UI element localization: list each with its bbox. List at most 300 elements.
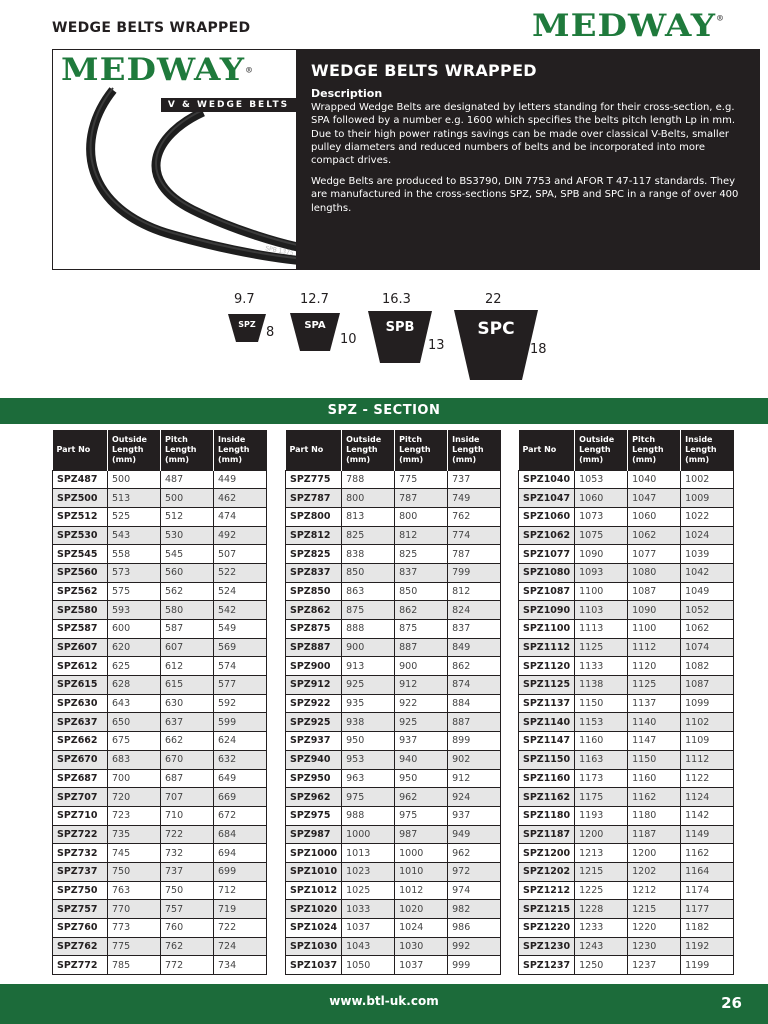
- length-cell: 1122: [681, 769, 734, 788]
- length-cell: 1125: [628, 676, 681, 695]
- length-cell: 1177: [681, 900, 734, 919]
- length-cell: 569: [214, 638, 267, 657]
- length-cell: 925: [342, 676, 395, 695]
- length-cell: 912: [395, 676, 448, 695]
- part-number-cell: SPZ1180: [519, 806, 575, 825]
- footer-url[interactable]: www.btl-uk.com: [329, 994, 439, 1008]
- length-cell: 600: [108, 620, 161, 639]
- column-header: Pitch Length (mm): [395, 430, 448, 470]
- table-row: [286, 919, 501, 938]
- column-header: Inside Length (mm): [681, 430, 734, 470]
- length-cell: 1125: [575, 638, 628, 657]
- table-row: [53, 956, 267, 975]
- length-cell: 1073: [575, 507, 628, 526]
- table-row: [286, 638, 501, 657]
- length-cell: 1042: [681, 563, 734, 582]
- brand-logo: [532, 8, 725, 44]
- part-number-cell: SPZ950: [286, 769, 342, 788]
- table-row: [286, 676, 501, 695]
- part-number-cell: SPZ1125: [519, 676, 575, 695]
- part-number-cell: SPZ1047: [519, 489, 575, 508]
- table-row: [286, 526, 501, 545]
- length-cell: 672: [214, 806, 267, 825]
- column-header: Inside Length (mm): [448, 430, 501, 470]
- column-header: Pitch Length (mm): [161, 430, 214, 470]
- length-cell: 812: [448, 582, 501, 601]
- part-number-cell: SPZ1060: [519, 507, 575, 526]
- part-number-cell: SPZ757: [53, 900, 108, 919]
- length-cell: 850: [342, 563, 395, 582]
- length-cell: 512: [161, 507, 214, 526]
- length-cell: 1099: [681, 694, 734, 713]
- length-cell: 813: [342, 507, 395, 526]
- length-cell: 662: [161, 732, 214, 751]
- table-row: [519, 545, 734, 564]
- length-cell: 1000: [395, 844, 448, 863]
- length-cell: 774: [448, 526, 501, 545]
- brand-logo-text: MEDWAY: [532, 8, 717, 44]
- product-image: [53, 50, 296, 269]
- length-cell: 558: [108, 545, 161, 564]
- part-number-cell: SPZ687: [53, 769, 108, 788]
- length-cell: 1109: [681, 732, 734, 751]
- length-cell: 587: [161, 620, 214, 639]
- belt-print: SPB 1375: [264, 245, 295, 257]
- length-cell: 1050: [342, 956, 395, 975]
- length-cell: 1025: [342, 881, 395, 900]
- part-number-cell: SPZ750: [53, 881, 108, 900]
- length-cell: 500: [161, 489, 214, 508]
- table-row: [286, 788, 501, 807]
- length-cell: 912: [448, 769, 501, 788]
- parts-table-2: [285, 430, 501, 975]
- part-number-cell: SPZ1020: [286, 900, 342, 919]
- table-row: [286, 956, 501, 975]
- column-header: Inside Length (mm): [214, 430, 267, 470]
- table-row: [53, 489, 267, 508]
- column-header: Part No: [286, 430, 342, 470]
- part-number-cell: SPZ912: [286, 676, 342, 695]
- table-row: [286, 601, 501, 620]
- part-number-cell: SPZ1220: [519, 919, 575, 938]
- length-cell: 734: [214, 956, 267, 975]
- length-cell: 812: [395, 526, 448, 545]
- length-cell: 1062: [628, 526, 681, 545]
- length-cell: 1193: [575, 806, 628, 825]
- table-row: [286, 900, 501, 919]
- length-cell: 749: [448, 489, 501, 508]
- table-row: [519, 582, 734, 601]
- parts-table-1: [52, 430, 267, 975]
- length-cell: 684: [214, 825, 267, 844]
- length-cell: 975: [342, 788, 395, 807]
- part-number-cell: SPZ1150: [519, 750, 575, 769]
- hero-panel: [52, 49, 760, 270]
- table-row: [53, 638, 267, 657]
- length-cell: 1053: [575, 470, 628, 489]
- length-cell: 710: [161, 806, 214, 825]
- length-cell: 924: [448, 788, 501, 807]
- spc-width: 22: [485, 292, 502, 307]
- part-number-cell: SPZ800: [286, 507, 342, 526]
- table-row: [53, 507, 267, 526]
- length-cell: 1243: [575, 937, 628, 956]
- length-cell: 775: [395, 470, 448, 489]
- length-cell: 577: [214, 676, 267, 695]
- length-cell: 875: [342, 601, 395, 620]
- part-number-cell: SPZ710: [53, 806, 108, 825]
- length-cell: 574: [214, 657, 267, 676]
- part-number-cell: SPZ612: [53, 657, 108, 676]
- table-row: [53, 676, 267, 695]
- column-header: Outside Length (mm): [342, 430, 395, 470]
- length-cell: 525: [108, 507, 161, 526]
- part-number-cell: SPZ722: [53, 825, 108, 844]
- table-row: [286, 470, 501, 489]
- length-cell: 888: [342, 620, 395, 639]
- part-number-cell: SPZ1062: [519, 526, 575, 545]
- length-cell: 935: [342, 694, 395, 713]
- length-cell: 887: [448, 713, 501, 732]
- table-row: [53, 788, 267, 807]
- length-cell: 545: [161, 545, 214, 564]
- length-cell: 874: [448, 676, 501, 695]
- length-cell: 1182: [681, 919, 734, 938]
- length-cell: 1039: [681, 545, 734, 564]
- part-number-cell: SPZ670: [53, 750, 108, 769]
- length-cell: 700: [108, 769, 161, 788]
- part-number-cell: SPZ1120: [519, 657, 575, 676]
- length-cell: 524: [214, 582, 267, 601]
- part-number-cell: SPZ1237: [519, 956, 575, 975]
- part-number-cell: SPZ812: [286, 526, 342, 545]
- part-number-cell: SPZ607: [53, 638, 108, 657]
- table-row: [286, 620, 501, 639]
- length-cell: 824: [448, 601, 501, 620]
- part-number-cell: SPZ837: [286, 563, 342, 582]
- length-cell: 1000: [342, 825, 395, 844]
- column-header: Outside Length (mm): [108, 430, 161, 470]
- length-cell: 542: [214, 601, 267, 620]
- length-cell: 1200: [628, 844, 681, 863]
- length-cell: 1060: [575, 489, 628, 508]
- length-cell: 549: [214, 620, 267, 639]
- length-cell: 1228: [575, 900, 628, 919]
- length-cell: 1200: [575, 825, 628, 844]
- part-number-cell: SPZ975: [286, 806, 342, 825]
- part-number-cell: SPZ1000: [286, 844, 342, 863]
- length-cell: 937: [395, 732, 448, 751]
- length-cell: 788: [342, 470, 395, 489]
- length-cell: 1100: [575, 582, 628, 601]
- length-cell: 675: [108, 732, 161, 751]
- part-number-cell: SPZ940: [286, 750, 342, 769]
- length-cell: 1162: [628, 788, 681, 807]
- page-header-title: WEDGE BELTS WRAPPED: [52, 20, 251, 36]
- part-number-cell: SPZ760: [53, 919, 108, 938]
- length-cell: 492: [214, 526, 267, 545]
- length-cell: 787: [448, 545, 501, 564]
- part-number-cell: SPZ1212: [519, 881, 575, 900]
- length-cell: 1173: [575, 769, 628, 788]
- part-number-cell: SPZ787: [286, 489, 342, 508]
- description-paragraph-1: Wrapped Wedge Belts are designated by letters standing for their cross-section, e.g. SPA followed by a number e.g. 1600 which specifies the belts pitch length Lp in mm. Due to their high power ratings savings can be made over classical V-Belts, smaller pulley diameters and reduced numbers of belts and be incorporated into more compact drives.: [311, 102, 736, 167]
- part-number-cell: SPZ762: [53, 937, 108, 956]
- length-cell: 1113: [575, 620, 628, 639]
- part-number-cell: SPZ962: [286, 788, 342, 807]
- part-number-cell: SPZ825: [286, 545, 342, 564]
- length-cell: 1153: [575, 713, 628, 732]
- length-cell: 862: [395, 601, 448, 620]
- length-cell: 763: [108, 881, 161, 900]
- length-cell: 637: [161, 713, 214, 732]
- length-cell: 615: [161, 676, 214, 695]
- length-cell: 1040: [628, 470, 681, 489]
- length-cell: 1112: [628, 638, 681, 657]
- length-cell: 1149: [681, 825, 734, 844]
- part-number-cell: SPZ1024: [286, 919, 342, 938]
- length-cell: 785: [108, 956, 161, 975]
- length-cell: 649: [214, 769, 267, 788]
- part-number-cell: SPZ1010: [286, 862, 342, 881]
- length-cell: 863: [342, 582, 395, 601]
- part-number-cell: SPZ862: [286, 601, 342, 620]
- part-number-cell: SPZ1137: [519, 694, 575, 713]
- length-cell: 1220: [628, 919, 681, 938]
- length-cell: 1060: [628, 507, 681, 526]
- table-row: [519, 750, 734, 769]
- spb-width: 16.3: [382, 292, 411, 307]
- part-number-cell: SPZ1012: [286, 881, 342, 900]
- part-number-cell: SPZ1030: [286, 937, 342, 956]
- length-cell: 575: [108, 582, 161, 601]
- table-row: [286, 937, 501, 956]
- length-cell: 953: [342, 750, 395, 769]
- length-cell: 573: [108, 563, 161, 582]
- length-cell: 1062: [681, 620, 734, 639]
- length-cell: 735: [108, 825, 161, 844]
- length-cell: 750: [161, 881, 214, 900]
- part-number-cell: SPZ922: [286, 694, 342, 713]
- length-cell: 1160: [575, 732, 628, 751]
- length-cell: 507: [214, 545, 267, 564]
- length-cell: 1049: [681, 582, 734, 601]
- part-number-cell: SPZ630: [53, 694, 108, 713]
- length-cell: 937: [448, 806, 501, 825]
- length-cell: 1023: [342, 862, 395, 881]
- length-cell: 724: [214, 937, 267, 956]
- length-cell: 723: [108, 806, 161, 825]
- table-row: [519, 844, 734, 863]
- length-cell: 925: [395, 713, 448, 732]
- length-cell: 624: [214, 732, 267, 751]
- part-number-cell: SPZ615: [53, 676, 108, 695]
- length-cell: 1164: [681, 862, 734, 881]
- length-cell: 707: [161, 788, 214, 807]
- length-cell: 1022: [681, 507, 734, 526]
- column-header: Part No: [53, 430, 108, 470]
- part-number-cell: SPZ1200: [519, 844, 575, 863]
- spa-section-shape: [290, 313, 340, 351]
- length-cell: 1250: [575, 956, 628, 975]
- length-cell: 1002: [681, 470, 734, 489]
- length-cell: 1174: [681, 881, 734, 900]
- length-cell: 1037: [395, 956, 448, 975]
- length-cell: 849: [448, 638, 501, 657]
- table-row: [519, 694, 734, 713]
- length-cell: 1043: [342, 937, 395, 956]
- spz-label: SPZ: [238, 320, 256, 329]
- hero-registered-mark: ®: [245, 65, 255, 75]
- length-cell: 902: [448, 750, 501, 769]
- length-cell: 938: [342, 713, 395, 732]
- table-row: [519, 489, 734, 508]
- length-cell: 975: [395, 806, 448, 825]
- length-cell: 620: [108, 638, 161, 657]
- length-cell: 1160: [628, 769, 681, 788]
- table-row: [53, 601, 267, 620]
- table-row: [53, 806, 267, 825]
- length-cell: 787: [395, 489, 448, 508]
- length-cell: 1120: [628, 657, 681, 676]
- table-row: [53, 862, 267, 881]
- length-cell: 1075: [575, 526, 628, 545]
- length-cell: 987: [395, 825, 448, 844]
- length-cell: 1012: [395, 881, 448, 900]
- length-cell: 800: [342, 489, 395, 508]
- length-cell: 474: [214, 507, 267, 526]
- part-number-cell: SPZ887: [286, 638, 342, 657]
- length-cell: 522: [214, 563, 267, 582]
- part-number-cell: SPZ925: [286, 713, 342, 732]
- part-number-cell: SPZ1160: [519, 769, 575, 788]
- length-cell: 757: [161, 900, 214, 919]
- part-number-cell: SPZ487: [53, 470, 108, 489]
- length-cell: 963: [342, 769, 395, 788]
- length-cell: 1087: [681, 676, 734, 695]
- length-cell: 1074: [681, 638, 734, 657]
- length-cell: 1009: [681, 489, 734, 508]
- table-row: [53, 713, 267, 732]
- spa-width: 12.7: [300, 292, 329, 307]
- length-cell: 1047: [628, 489, 681, 508]
- length-cell: 1212: [628, 881, 681, 900]
- length-cell: 1010: [395, 862, 448, 881]
- part-number-cell: SPZ775: [286, 470, 342, 489]
- length-cell: 974: [448, 881, 501, 900]
- part-number-cell: SPZ1202: [519, 862, 575, 881]
- table-row: [53, 545, 267, 564]
- length-cell: 1138: [575, 676, 628, 695]
- part-number-cell: SPZ1037: [286, 956, 342, 975]
- part-number-cell: SPZ1215: [519, 900, 575, 919]
- length-cell: 825: [395, 545, 448, 564]
- length-cell: 972: [448, 862, 501, 881]
- hero-band: V & WEDGE BELTS: [161, 98, 296, 112]
- cross-section-diagrams: [220, 290, 560, 360]
- part-number-cell: SPZ587: [53, 620, 108, 639]
- part-number-cell: SPZ937: [286, 732, 342, 751]
- part-number-cell: SPZ545: [53, 545, 108, 564]
- table-row: [286, 489, 501, 508]
- length-cell: 772: [161, 956, 214, 975]
- length-cell: 988: [342, 806, 395, 825]
- table-row: [519, 919, 734, 938]
- length-cell: 1180: [628, 806, 681, 825]
- length-cell: 607: [161, 638, 214, 657]
- length-cell: 775: [108, 937, 161, 956]
- length-cell: 694: [214, 844, 267, 863]
- table-row: [286, 713, 501, 732]
- length-cell: 500: [108, 470, 161, 489]
- length-cell: 722: [161, 825, 214, 844]
- table-row: [286, 844, 501, 863]
- length-cell: 762: [448, 507, 501, 526]
- length-cell: 838: [342, 545, 395, 564]
- hero-logo: [61, 52, 254, 88]
- length-cell: 950: [395, 769, 448, 788]
- part-number-cell: SPZ1187: [519, 825, 575, 844]
- length-cell: 487: [161, 470, 214, 489]
- length-cell: 770: [108, 900, 161, 919]
- length-cell: 530: [161, 526, 214, 545]
- part-number-cell: SPZ580: [53, 601, 108, 620]
- part-number-cell: SPZ560: [53, 563, 108, 582]
- hero-logo-text: MEDWAY: [61, 52, 246, 88]
- table-row: [286, 750, 501, 769]
- column-header: Outside Length (mm): [575, 430, 628, 470]
- length-cell: 1225: [575, 881, 628, 900]
- length-cell: 1237: [628, 956, 681, 975]
- length-cell: 562: [161, 582, 214, 601]
- length-cell: 1052: [681, 601, 734, 620]
- length-cell: 875: [395, 620, 448, 639]
- parts-table-3: [518, 430, 734, 975]
- table-row: [53, 825, 267, 844]
- length-cell: 1140: [628, 713, 681, 732]
- length-cell: 712: [214, 881, 267, 900]
- length-cell: 1150: [575, 694, 628, 713]
- table-row: [519, 788, 734, 807]
- table-row: [53, 881, 267, 900]
- length-cell: 1103: [575, 601, 628, 620]
- part-number-cell: SPZ1230: [519, 937, 575, 956]
- length-cell: 1150: [628, 750, 681, 769]
- length-cell: 699: [214, 862, 267, 881]
- spc-section-shape: [454, 310, 538, 380]
- length-cell: 1202: [628, 862, 681, 881]
- table-row: [286, 769, 501, 788]
- table-row: [519, 657, 734, 676]
- length-cell: 1080: [628, 563, 681, 582]
- length-cell: 750: [108, 862, 161, 881]
- length-cell: 592: [214, 694, 267, 713]
- table-row: [519, 732, 734, 751]
- column-header: Part No: [519, 430, 575, 470]
- table-row: [519, 900, 734, 919]
- table-header-row: [53, 430, 267, 470]
- table-row: [53, 919, 267, 938]
- spa-height: 10: [340, 332, 357, 347]
- table-row: [53, 470, 267, 489]
- part-number-cell: SPZ1162: [519, 788, 575, 807]
- part-number-cell: SPZ900: [286, 657, 342, 676]
- length-cell: 1112: [681, 750, 734, 769]
- length-cell: 799: [448, 563, 501, 582]
- length-cell: 1037: [342, 919, 395, 938]
- table-row: [286, 657, 501, 676]
- length-cell: 670: [161, 750, 214, 769]
